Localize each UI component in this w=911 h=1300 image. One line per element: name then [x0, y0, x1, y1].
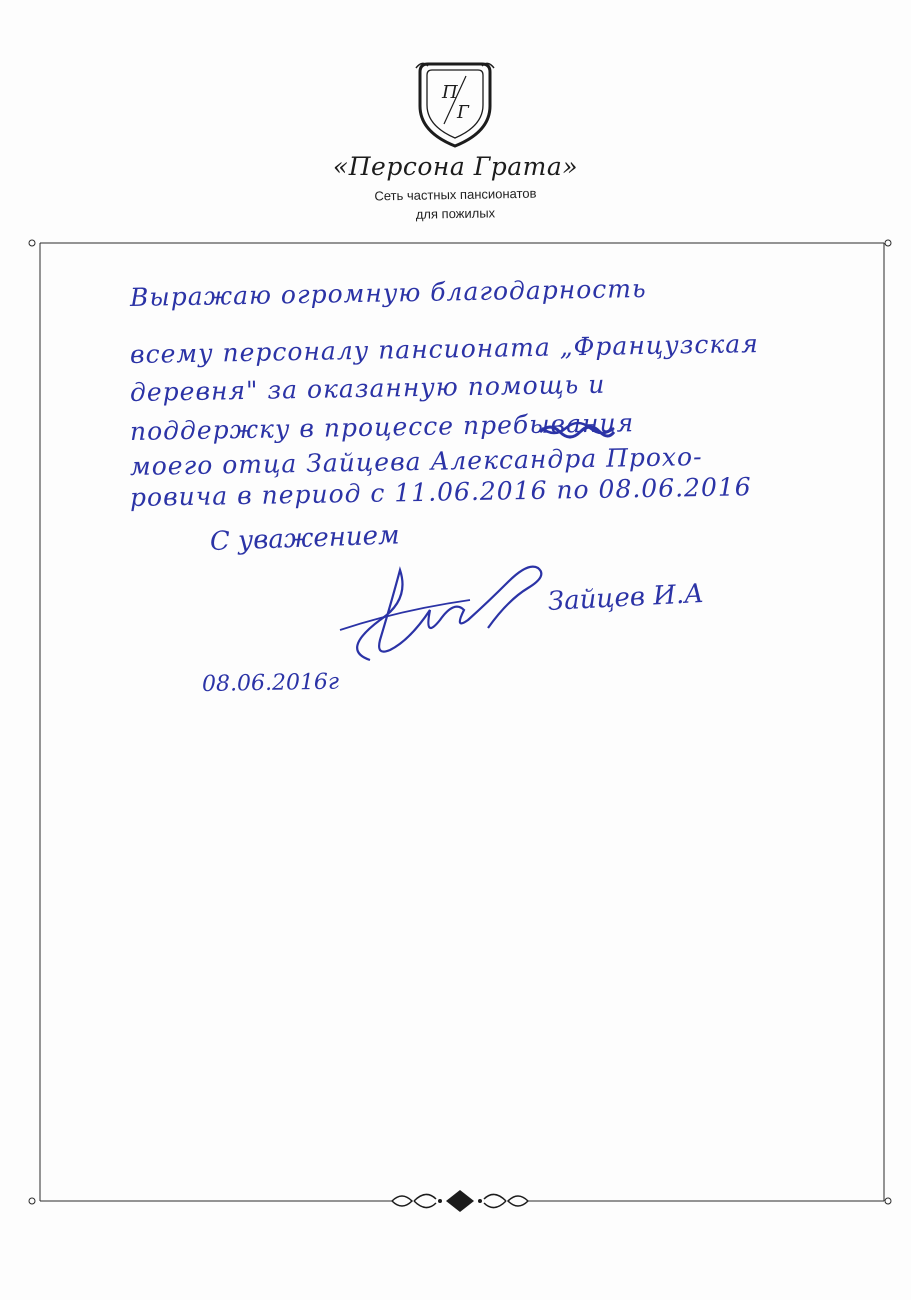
letter-line-2: всему персоналу пансионата „Французская [129, 329, 759, 369]
brand-name: «Персона Грата» [332, 152, 579, 181]
brand-subtitle-line1: Сеть частных пансионатов [374, 185, 537, 204]
signer-name: Зайцев И.А [547, 578, 705, 617]
letter-line-4: поддержку в процессе пребывания [129, 408, 635, 446]
svg-text:Г: Г [457, 102, 469, 123]
letter-line-5: моего отца Зайцева Александра Прохо- [129, 442, 703, 481]
crest-logo-icon [414, 58, 496, 150]
letter-date: 08.06.2016г [201, 669, 340, 697]
letter-line-1: Выражаю огромную благодарность [129, 273, 647, 312]
crossed-out-word [536, 420, 618, 442]
letter-line-3: деревня" за оказанную помощь и [129, 369, 606, 407]
ornament-icon [392, 1190, 528, 1212]
closing-text: С уважением [209, 520, 401, 557]
signature-icon [310, 560, 550, 670]
svg-text:П: П [442, 82, 458, 103]
brand-subtitle-line2: для пожилых [415, 205, 496, 222]
letter-line-6: ровича в период с 11.06.2016 по 08.06.2016 [129, 472, 752, 512]
